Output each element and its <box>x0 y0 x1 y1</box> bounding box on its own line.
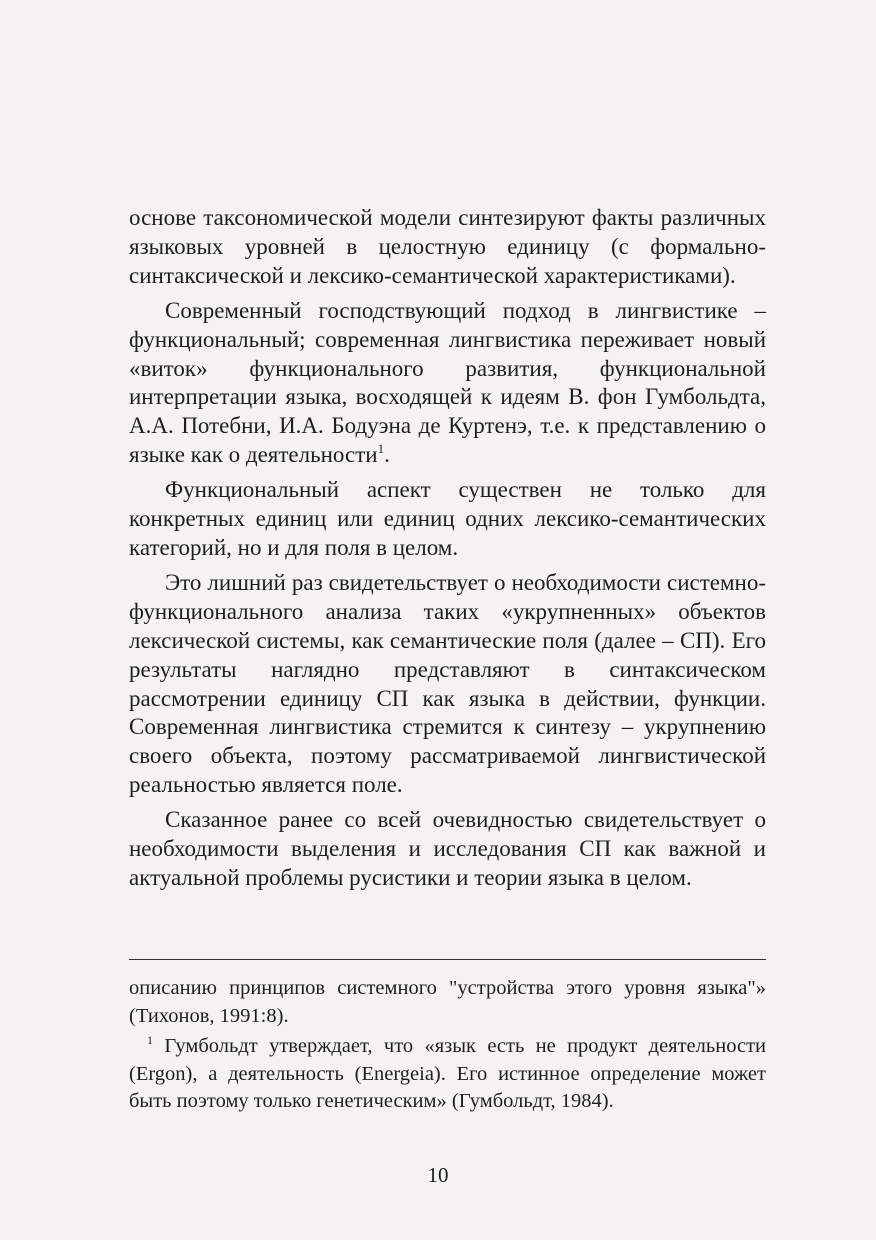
paragraph-2 <box>129 297 766 470</box>
paragraph-1: основе таксономической модели синтезируют факты различных языковых уровней в целостную единицу (с формально-синтаксической и лексико-семантической характеристиками). <box>129 205 766 288</box>
footnote-reference-1[interactable]: 1 <box>377 441 385 457</box>
main-text <box>129 204 766 899</box>
paragraph-2-text: Современный господствующий подход в лингвистике – функциональный; современная лингвистика переживает новый «виток» функционального развития, функциональной интерпретации языка, восходящей к идеям В. фон Гумбольдта, А.А. Потебни, И.А. Бодуэна де Куртенэ, т.е. к представлению о языке как о деятельности <box>129 297 766 468</box>
footnote-1-text: Гумбольдт утверждает, что «язык есть не продукт деятельности (Ergon), а деятельность (Energeia). Его истинное определение может быть поэтому только генетическим» (Гумбольдт, 1984). <box>129 1035 766 1112</box>
paragraph-5: Сказанное ранее со всей очевидностью свидетельствует о необходимости выделения и исследования СП как важной и актуальной проблемы русистики и теории языка в целом. <box>129 807 766 890</box>
paragraph-4: Это лишний раз свидетельствует о необходимости системно-функционального анализа таких «укрупненных» объектов лексической системы, как семантические поля (далее – СП). Его результаты наглядно представляют в синтаксическом рассмотрении единицу СП как языка в действии, функции. Современная лингвистика стремится к синтезу – укрупнению своего объекта, поэтому рассматриваемой лингвистической реальностью является поле. <box>129 569 766 798</box>
footnote-1 <box>129 1033 766 1116</box>
page-number: 10 <box>427 1163 449 1187</box>
footnote-continuation: описанию принципов системного "устройства этого уровня языка"» (Тихонов, 1991:8). <box>129 977 766 1027</box>
paragraph-3: Функциональный аспект существен не только для конкретных единиц или единиц одних лексико-семантических категорий, но и для поля в целом. <box>129 477 766 560</box>
paragraph-2-end: . <box>384 442 390 468</box>
footnotes <box>129 975 766 1119</box>
footnote-1-marker: 1 <box>147 1033 153 1047</box>
footnote-divider <box>129 959 766 960</box>
